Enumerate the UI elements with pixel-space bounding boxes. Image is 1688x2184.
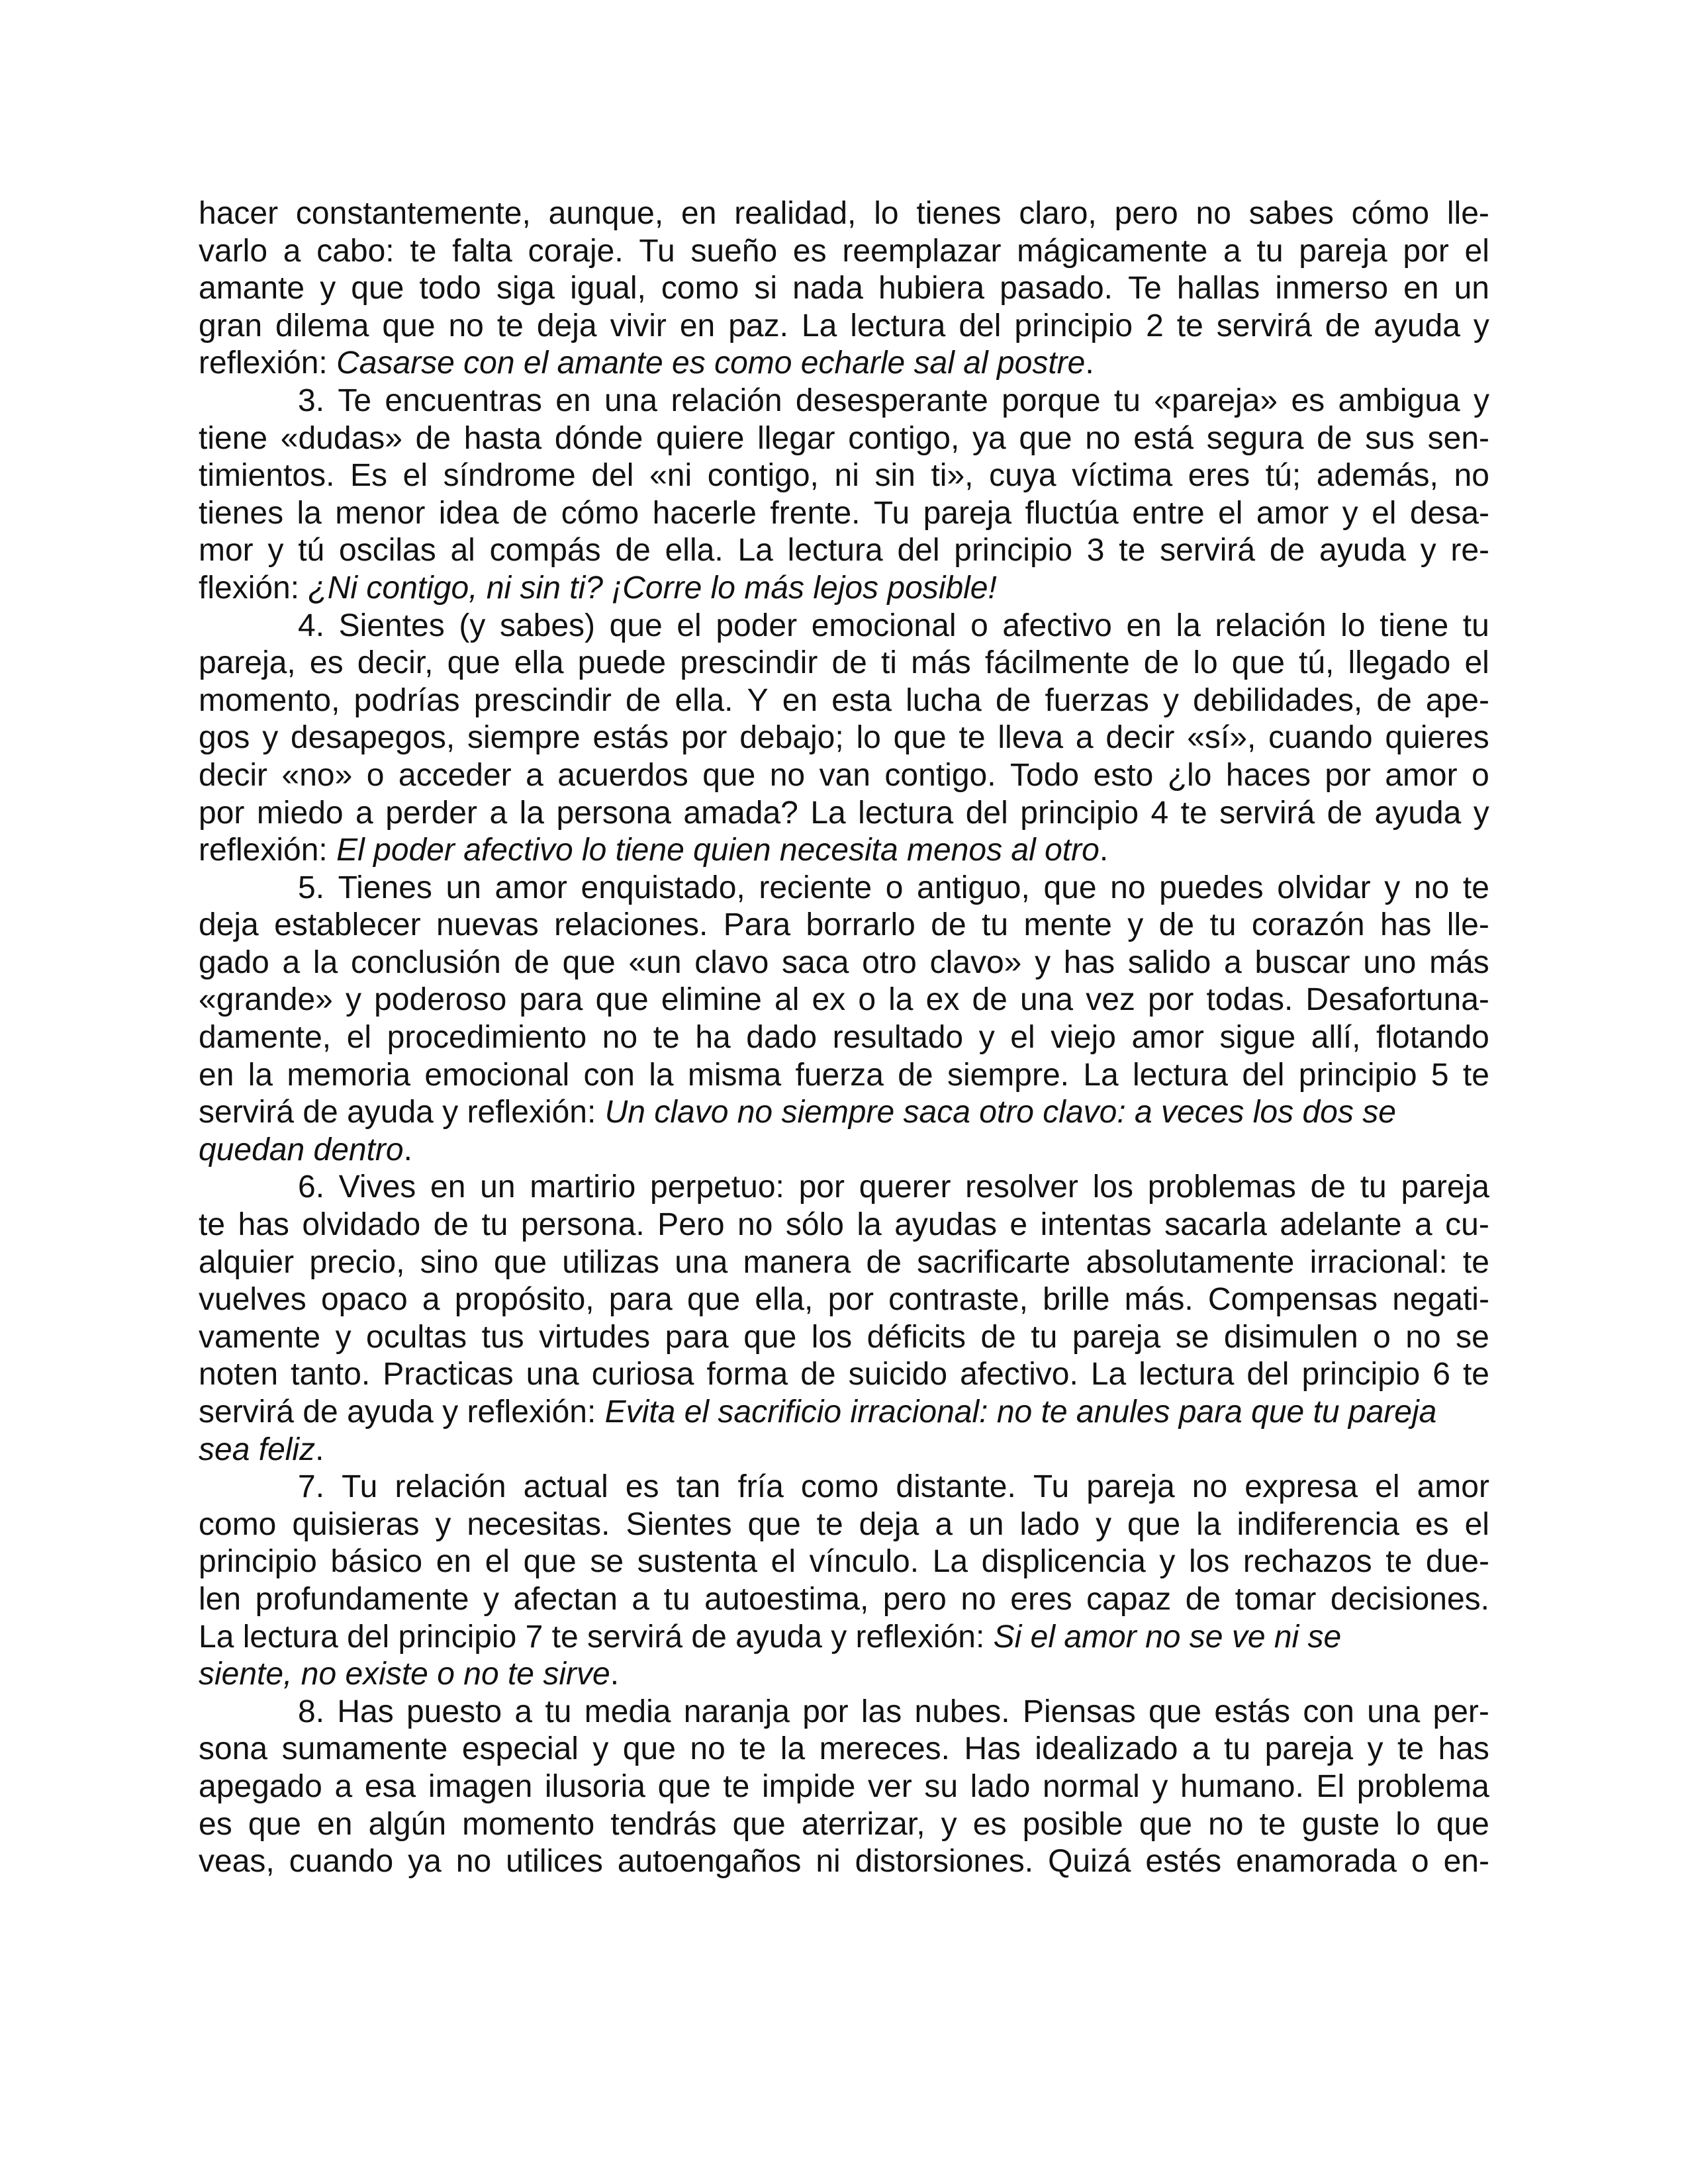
principle-title: Un clavo no siempre saca otro clavo: a veces los dos se [604,1095,1396,1130]
text-line: en la memoria emocional con la misma fuerza de siempre. La lectura del principio 5 te [199,1057,1489,1093]
text-line: 7. Tu relación actual es tan fría como distante. Tu pareja no expresa el amor [298,1469,1489,1505]
text-line: te has olvidado de tu persona. Pero no sólo la ayudas e intentas sacarla adelante a cu- [199,1207,1489,1243]
text-line: damente, el procedimiento no te ha dado resultado y el viejo amor sigue allí, flotando [199,1020,1489,1056]
text-line: 6. Vives en un martirio perpetuo: por querer resolver los problemas de tu pareja [298,1169,1489,1205]
text-line [199,570,1489,608]
text-line: pareja, es decir, que ella puede prescindir de ti más fácilmente de lo que tú, llegado el [199,645,1489,681]
principle-title: sea feliz [199,1432,316,1467]
line-text: La lectura del principio 7 te servirá de ayuda y reflexión: [199,1619,994,1655]
text-line [199,1619,1489,1657]
principle-title: Si el amor no se ve ni se [993,1619,1342,1655]
line-text: . [610,1657,620,1692]
text-line: varlo a cabo: te falta coraje. Tu sueño es reemplazar mágicamente a tu pareja por el [199,233,1489,269]
text-line: amante y que todo siga igual, como si nada hubiera pasado. Te hallas inmerso en un [199,271,1489,306]
text-line: como quisieras y necesitas. Sientes que te deja a un lado y que la indiferencia es el [199,1506,1489,1542]
text-line: 3. Te encuentras en una relación desesperante porque tu «pareja» es ambigua y [298,383,1489,418]
text-line: 5. Tienes un amor enquistado, reciente o antiguo, que no puedes olvidar y no te [298,870,1489,905]
line-text: . [403,1132,412,1167]
text-line: apegado a esa imagen ilusoria que te impide ver su lado normal y humano. El problema [199,1768,1489,1804]
principle-title: ¿Ni contigo, ni sin ti? ¡Corre lo más lejos posible! [308,570,997,606]
text-line: sona sumamente especial y que no te la mereces. Has idealizado a tu pareja y te has [199,1731,1489,1767]
principle-title: Casarse con el amante es como echarle sal al postre [336,345,1086,381]
text-line [199,1656,1489,1694]
paragraph-principle-8 [199,1694,1489,1881]
body-text [199,195,1489,1881]
paragraph-principle-5 [199,870,1489,1169]
text-line: noten tanto. Practicas una curiosa forma de suicido afectivo. La lectura del principio 6 te [199,1357,1489,1392]
line-text: servirá de ayuda y reflexión: [199,1095,605,1130]
text-line [199,1132,1489,1169]
text-line [199,1432,1489,1469]
text-line: alquier precio, sino que utilizas una manera de sacrificarte absolutamente irracional: te [199,1244,1489,1280]
text-line [199,1394,1489,1432]
line-text: reflexión: [199,833,337,868]
line-text: . [1099,833,1109,868]
text-line: deja establecer nuevas relaciones. Para borrarlo de tu mente y de tu corazón has lle- [199,907,1489,943]
text-line: decir «no» o acceder a acuerdos que no van contigo. Todo esto ¿lo haces por amor o [199,757,1489,793]
text-line: por miedo a perder a la persona amada? La lectura del principio 4 te servirá de ayuda y [199,795,1489,831]
text-line: es que en algún momento tendrás que aterrizar, y es posible que no te guste lo que [199,1806,1489,1842]
text-line: tienes la menor idea de cómo hacerle frente. Tu pareja fluctúa entre el amor y el desa- [199,495,1489,531]
text-line: momento, podrías prescindir de ella. Y en esta lucha de fuerzas y debilidades, de ape- [199,682,1489,718]
text-line: «grande» y poderoso para que elimine al ex o la ex de una vez por todas. Desafortuna- [199,982,1489,1018]
text-line: veas, cuando ya no utilices autoengaños ni distorsiones. Quizá estés enamorada o en- [199,1844,1489,1880]
paragraph-principle-4 [199,608,1489,870]
text-line: gos y desapegos, siempre estás por debajo; lo que te lleva a decir «sí», cuando quieres [199,720,1489,756]
principle-title: Evita el sacrificio irracional: no te anules para que tu pareja [604,1394,1437,1430]
line-text: servirá de ayuda y reflexión: [199,1394,605,1430]
line-text: . [315,1432,324,1467]
text-line: gran dilema que no te deja vivir en paz. La lectura del principio 2 te servirá de ayuda y [199,308,1489,343]
principle-title: siente, no existe o no te sirve [199,1657,610,1692]
line-text: reflexión: [199,345,337,381]
text-line: 4. Sientes (y sabes) que el poder emocional o afectivo en la relación lo tiene tu [298,608,1489,643]
paragraph-principle-7 [199,1469,1489,1694]
text-line: principio básico en el que se sustenta el vínculo. La displicencia y los rechazos te due- [199,1544,1489,1580]
principle-title: quedan dentro [199,1132,404,1167]
text-line: gado a la conclusión de que «un clavo saca otro clavo» y has salido a buscar uno más [199,944,1489,980]
text-line: timientos. Es el síndrome del «ni contigo, ni sin ti», cuya víctima eres tú; además, no [199,458,1489,494]
text-line: len profundamente y afectan a tu autoestima, pero no eres capaz de tomar decisiones. [199,1581,1489,1617]
text-line: mor y tú oscilas al compás de ella. La lectura del principio 3 te servirá de ayuda y re- [199,533,1489,569]
text-line: vamente y ocultas tus virtudes para que los déficits de tu pareja se disimulen o no se [199,1319,1489,1355]
line-text: . [1085,345,1094,381]
text-line: tiene «dudas» de hasta dónde quiere llegar contigo, ya que no está segura de sus sen- [199,420,1489,456]
text-line [199,345,1489,383]
line-text: flexión: [199,570,308,606]
paragraph-principle-2 [199,195,1489,383]
text-line: hacer constantemente, aunque, en realidad, lo tienes claro, pero no sabes cómo lle- [199,196,1489,231]
principle-title: El poder afectivo lo tiene quien necesita menos al otro [336,833,1100,868]
text-line [199,1094,1489,1132]
text-line: 8. Has puesto a tu media naranja por las nubes. Piensas que estás con una per- [298,1694,1489,1729]
paragraph-principle-6 [199,1169,1489,1469]
text-line: vuelves opaco a propósito, para que ella, por contraste, brille más. Compensas negati- [199,1282,1489,1318]
text-line [199,832,1489,870]
paragraph-principle-3 [199,383,1489,608]
